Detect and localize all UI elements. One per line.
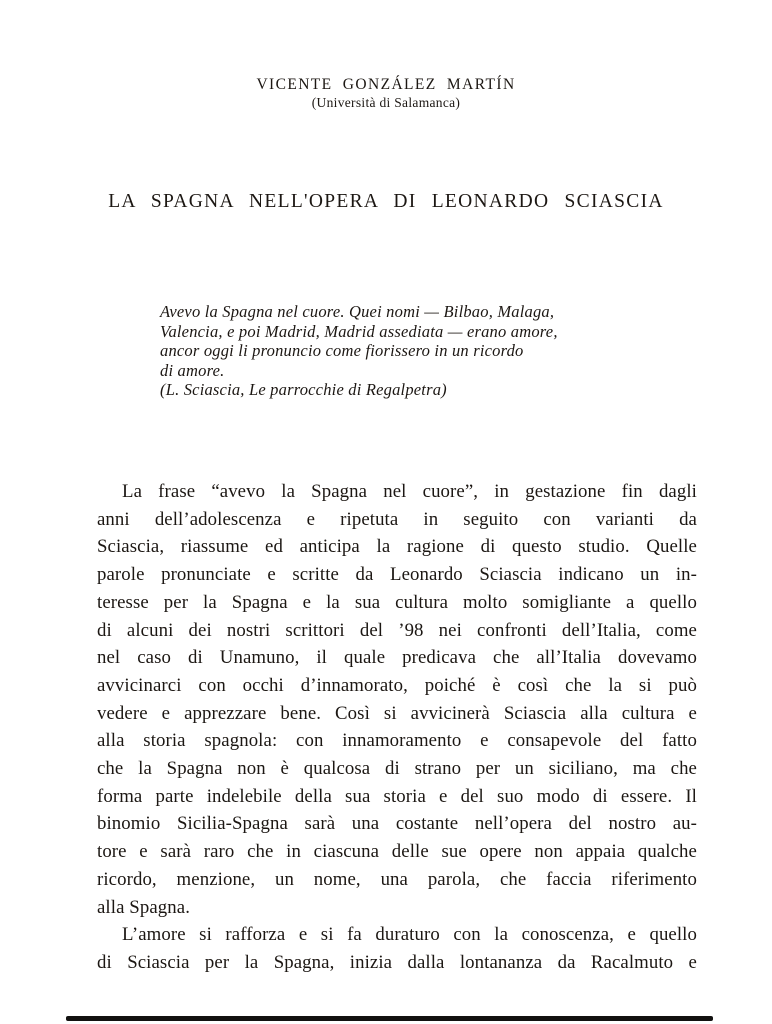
epigraph-line: Avevo la Spagna nel cuore. Quei nomi — Bilbao, Malaga,: [160, 302, 555, 321]
body-line: avvicinarci con occhi d’innamorato, poiché è così che la si può: [97, 674, 697, 696]
body-line: binomio Sicilia-Spagna sarà una costante nell’opera del nostro au-: [97, 813, 697, 835]
body-line: alla Spagna.: [97, 896, 190, 918]
paragraph-2: [97, 921, 697, 976]
body-line: forma parte indelebile della sua storia e del suo modo di essere. Il: [97, 785, 697, 807]
epigraph-source: (L. Sciascia, Le parrocchie di Regalpetra): [160, 380, 447, 400]
epigraph-line: ancor oggi li pronuncio come fiorissero in un ricordo: [160, 341, 524, 361]
article-title: LA SPAGNA NELL'OPERA DI LEONARDO SCIASCIA: [108, 191, 664, 212]
body-line: Sciascia, riassume ed anticipa la ragione di questo studio. Quelle: [97, 536, 697, 558]
body-line: di alcuni dei nostri scrittori del ’98 nei confronti dell’Italia, come: [97, 619, 697, 641]
body-line: teresse per la Spagna e la sua cultura molto somigliante a quello: [97, 591, 697, 613]
body-line: tore e sarà raro che in ciascuna delle sue opere non appaia qualche: [97, 841, 697, 863]
body-line: anni dell’adolescenza e ripetuta in seguito con varianti da: [97, 508, 697, 530]
body-line: parole pronunciate e scritte da Leonardo Sciascia indicano un in-: [97, 564, 697, 586]
body-line: alla storia spagnola: con innamoramento e consapevole del fatto: [97, 730, 697, 752]
epigraph-line: Valencia, e poi Madrid, Madrid assediata — erano amore,: [160, 321, 558, 341]
author-name: VICENTE GONZÁLEZ MARTÍN: [256, 76, 516, 93]
epigraph-line: di amore.: [160, 360, 225, 380]
body-line: vedere e apprezzare bene. Così si avvicinerà Sciascia alla cultura e: [97, 702, 697, 724]
scan-artifact-line: [66, 1016, 713, 1021]
article-body: [97, 478, 697, 977]
body-line: nel caso di Unamuno, il quale predicava che all’Italia dovevamo: [97, 647, 697, 669]
paragraph-1: [97, 478, 697, 921]
author-affiliation: (Università di Salamanca): [311, 95, 461, 110]
epigraph: [160, 302, 640, 400]
body-line: La frase “avevo la Spagna nel cuore”, in gestazione fin dagli: [122, 481, 697, 502]
body-line: ricordo, menzione, un nome, una parola, che faccia riferimento: [97, 868, 697, 890]
body-line: di Sciascia per la Spagna, inizia dalla lontananza da Racalmuto e: [97, 951, 697, 973]
body-line: che la Spagna non è qualcosa di strano per un siciliano, ma che: [97, 758, 697, 780]
body-line: L’amore si rafforza e si fa duraturo con la conoscenza, e quello: [122, 924, 697, 946]
